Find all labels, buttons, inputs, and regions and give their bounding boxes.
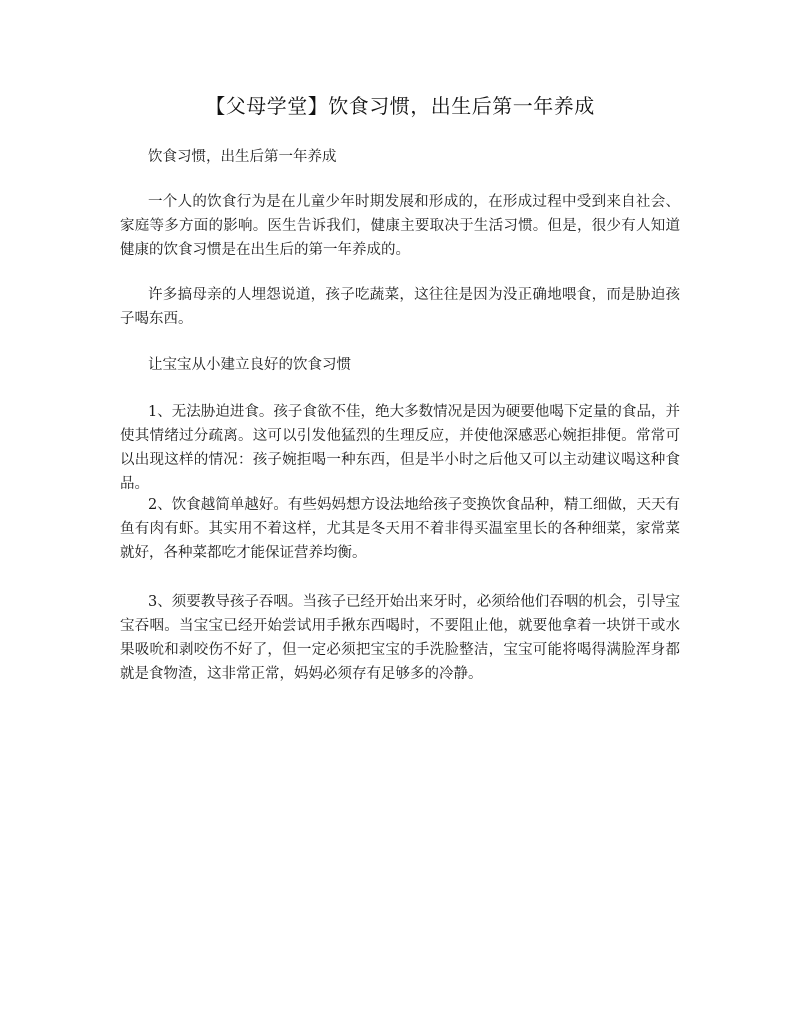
paragraph-point-3: 3、须要教导孩子吞咽。当孩子已经开始出来牙时，必须给他们吞咽的机会，引导宝宝吞咽。当宝宝已经开始尝试用手揪东西喝时，不要阻止他，就要他拿着一块饼干或水果吸吮和剥咬伤不好了，但一定必须把宝宝的手洗脸整洁，宝宝可能将喝得满脸浑身都就是食物渣，这非常正常，妈妈必须存有足够多的冷静。 — [120, 594, 680, 682]
paragraph-heading: 让宝宝从小建立良好的饮食习惯 — [148, 357, 351, 373]
document-title: 【父母学堂】饮食习惯，出生后第一年养成 — [205, 94, 595, 118]
paragraph-subtitle: 饮食习惯，出生后第一年养成 — [148, 149, 337, 165]
paragraph-intro: 一个人的饮食行为是在儿童少年时期发展和形成的，在形成过程中受到来自社会、家庭等多方面的影响。医生告诉我们，健康主要取决于生活习惯。但是，很少有人知道健康的饮食习惯是在出生后的第一年养成的。 — [120, 194, 680, 258]
paragraph-point-1: 1、无法胁迫进食。孩子食欲不佳，绝大多数情况是因为硬要他喝下定量的食品，并使其情绪过分疏离。这可以引发他猛烈的生理反应，并使他深感恶心婉拒排便。常常可以出现这样的情况：孩子婉拒喝一种东西，但是半小时之后他又可以主动建议喝这种食品。 — [120, 404, 680, 492]
paragraph-point-2: 2、饮食越简单越好。有些妈妈想方设法地给孩子变换饮食品种，精工细做，天天有鱼有肉有虾。其实用不着这样，尤其是冬天用不着非得买温室里长的各种细菜，家常菜就好，各种菜都吃才能保证营养均衡。 — [120, 497, 680, 561]
paragraph-mothers: 许多搞母亲的人埋怨说道，孩子吃蔬菜，这往往是因为没正确地喂食，而是胁迫孩子喝东西。 — [120, 287, 680, 327]
